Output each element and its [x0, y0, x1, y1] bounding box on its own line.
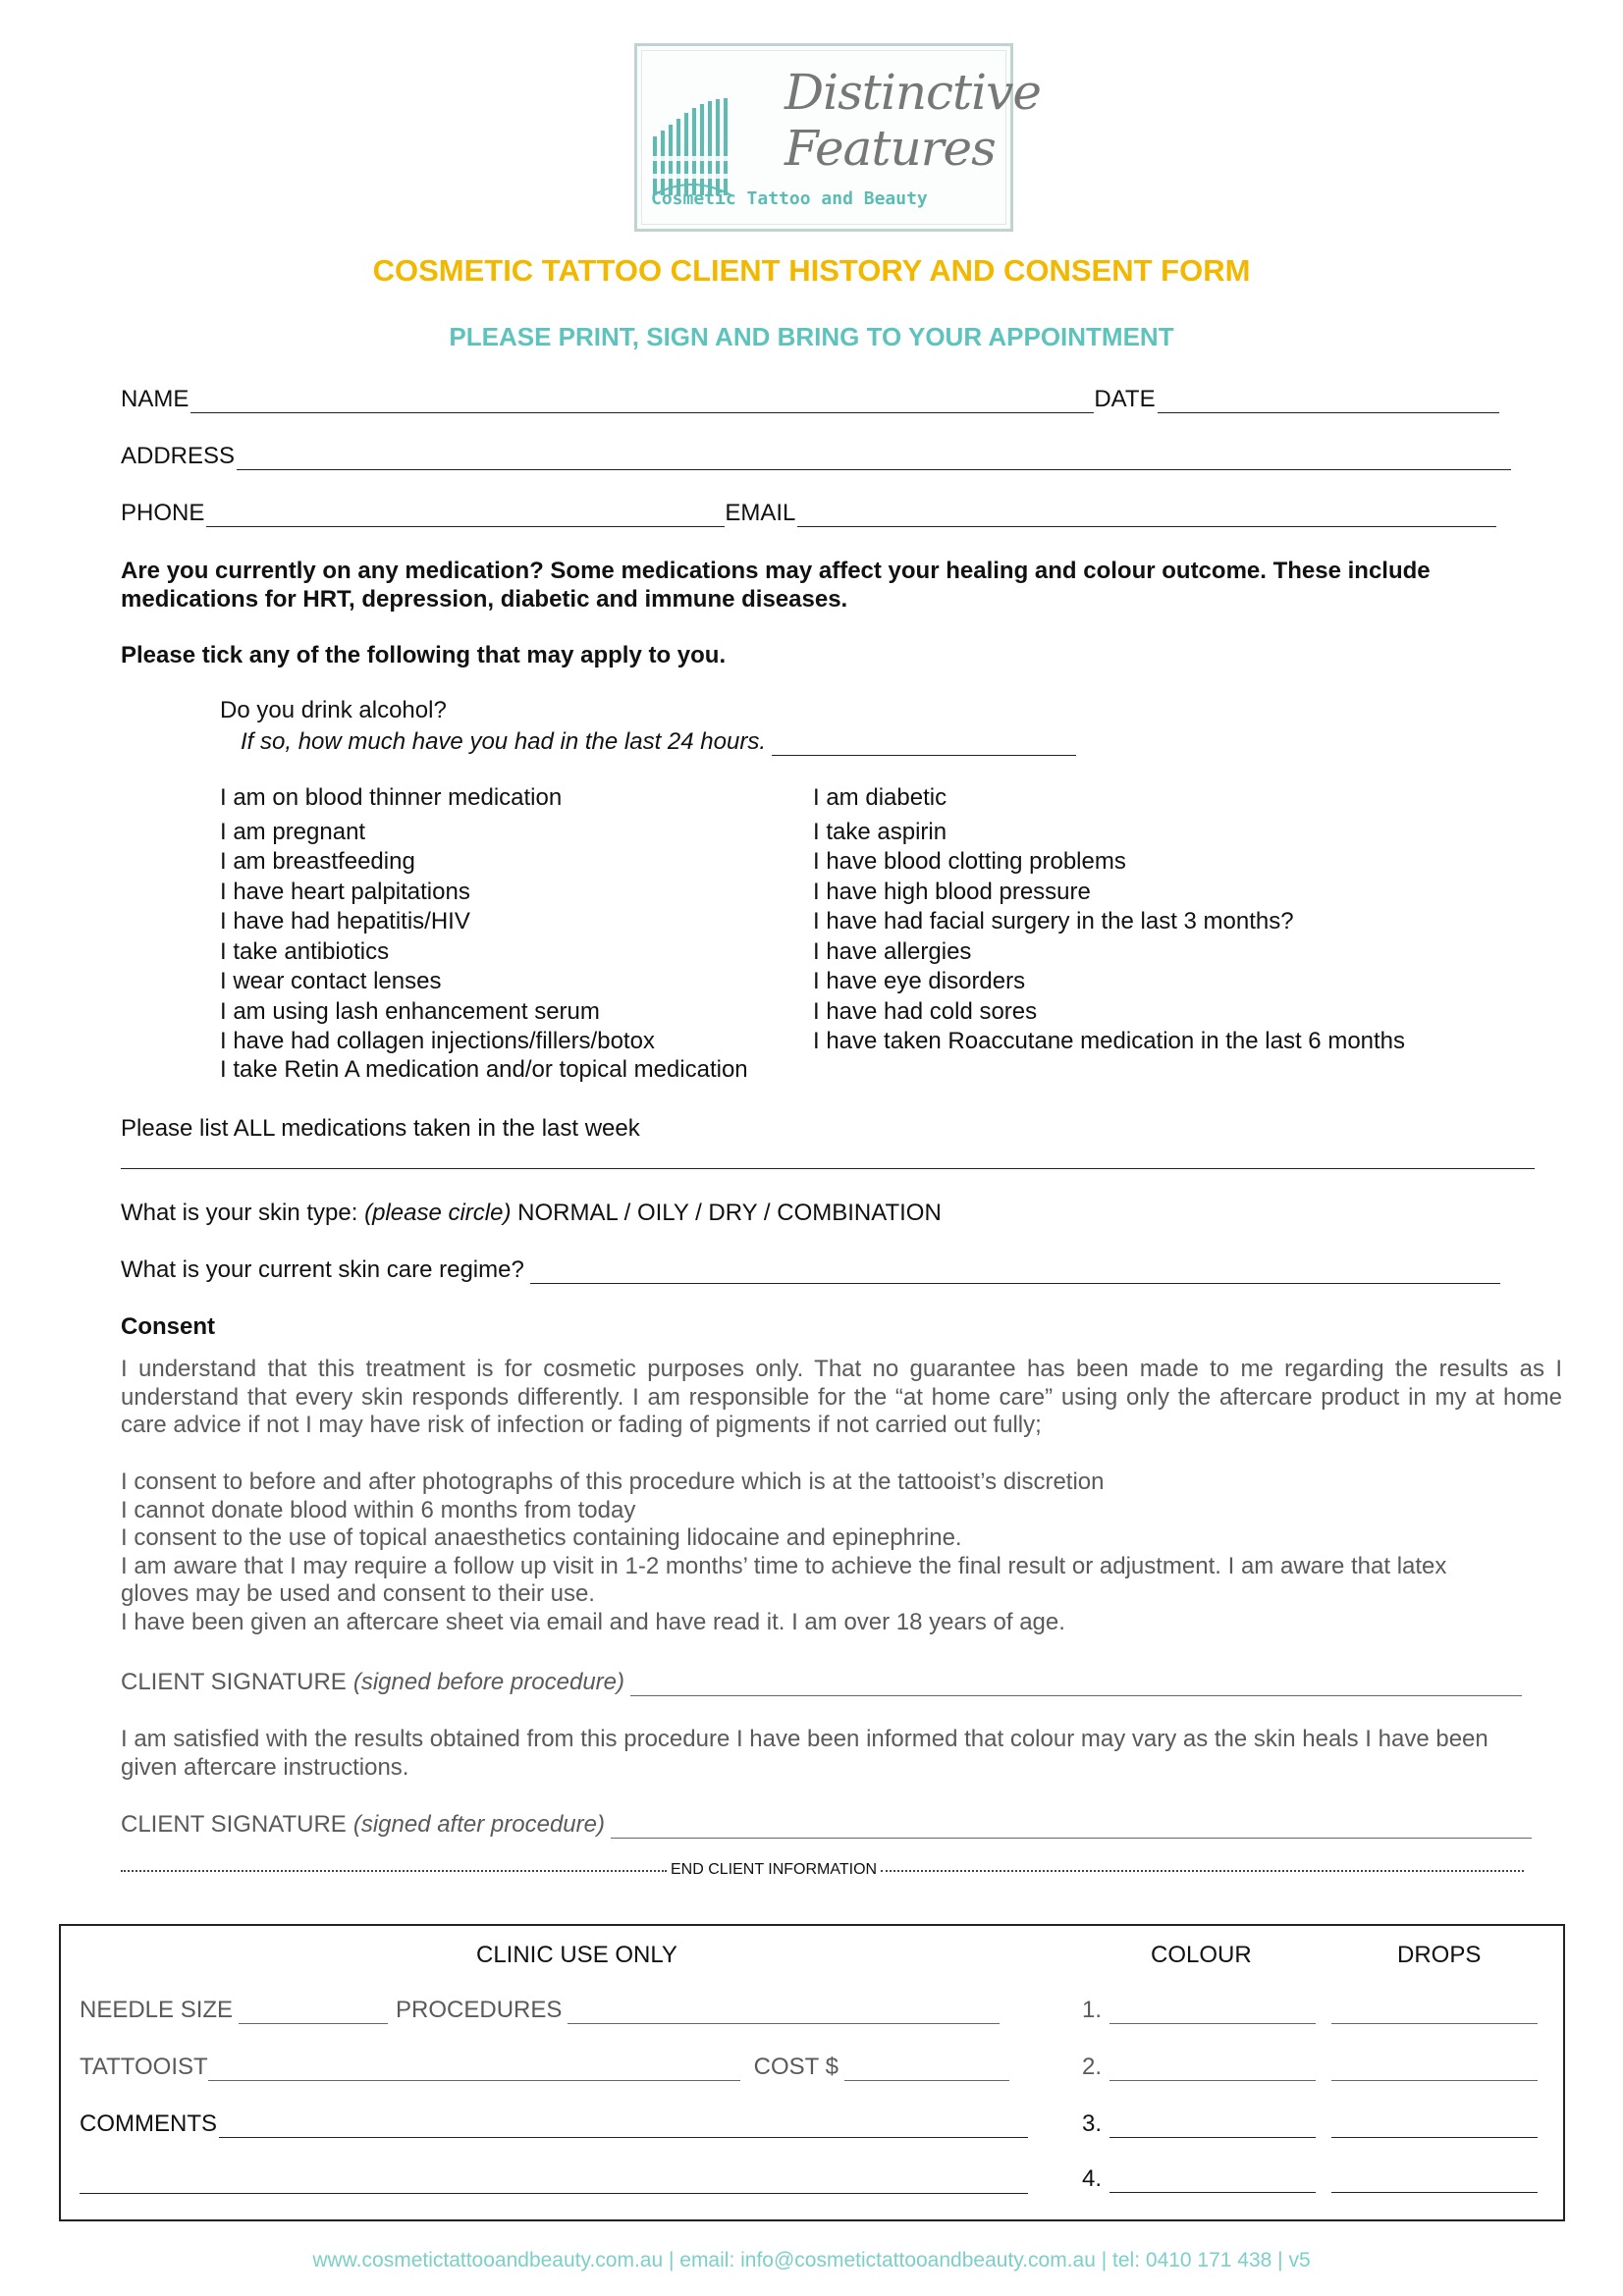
conditions-left-column: [220, 783, 748, 1084]
condition-item[interactable]: I have heart palpitations: [220, 878, 470, 905]
medication-question: Are you currently on any medication? Some medications may affect your healing and colour outcome. These include medications for HRT, depression, diabetic and immune diseases.: [121, 558, 1431, 613]
needle-size-field[interactable]: [239, 2022, 388, 2024]
condition-item[interactable]: I am diabetic: [813, 784, 947, 811]
tattooist-cost-row: [80, 2054, 1009, 2081]
alcohol-followup-row: [241, 728, 1076, 756]
cost-field[interactable]: [844, 2079, 1009, 2081]
condition-item[interactable]: I have had cold sores: [813, 997, 1038, 1025]
condition-item[interactable]: I have had facial surgery in the last 3 months?: [813, 908, 1294, 934]
signature-after-hint: (signed after procedure): [352, 1811, 605, 1838]
date-label: DATE: [1094, 386, 1156, 412]
row-number: 4.: [1082, 2165, 1103, 2192]
name-label: NAME: [121, 386, 189, 412]
logo-wordmark-1: Distinctive: [784, 64, 1041, 121]
comments-field[interactable]: [219, 2136, 1028, 2138]
tick-prompt: Please tick any of the following that may apply to you.: [121, 642, 727, 668]
condition-item[interactable]: I have high blood pressure: [813, 878, 1091, 905]
signature-after-row: [121, 1811, 1532, 1839]
name-field[interactable]: [190, 411, 1094, 413]
condition-item[interactable]: I take Retin A medication and/or topical medication: [220, 1056, 748, 1083]
colour-field[interactable]: [1109, 2022, 1316, 2024]
drops-heading: DROPS: [1397, 1942, 1482, 1968]
consent-statements: [121, 1468, 1562, 1636]
signature-before-field[interactable]: [630, 1694, 1522, 1696]
alcohol-amount-field[interactable]: [772, 754, 1076, 756]
condition-item[interactable]: I have allergies: [813, 937, 972, 965]
row-number: 2.: [1082, 2054, 1103, 2080]
clinic-use-box: [59, 1924, 1565, 2221]
form-title: COSMETIC TATTOO CLIENT HISTORY AND CONSENT FORM: [372, 253, 1251, 288]
row-number: 3.: [1082, 2110, 1103, 2137]
comments-row: [80, 2110, 1028, 2138]
condition-item[interactable]: I am breastfeeding: [220, 848, 415, 875]
company-logo: [634, 43, 1041, 232]
comments-field-2[interactable]: [80, 2193, 1028, 2194]
colour-field[interactable]: [1109, 2136, 1316, 2138]
phone-email-row: [121, 500, 1496, 527]
end-dots-right: [881, 1869, 1524, 1872]
condition-item[interactable]: I am using lash enhancement serum: [220, 997, 600, 1025]
address-field[interactable]: [237, 468, 1511, 470]
footer-contact: www.cosmetictattooandbeauty.com.au | email: info@cosmetictattooandbeauty.com.au | tel: 0410 171 438 | v5: [312, 2249, 1311, 2271]
skin-type-row: [121, 1200, 942, 1227]
consent-line: I have been given an aftercare sheet via email and have read it. I am over 18 years of age.: [121, 1608, 1065, 1635]
consent-heading: Consent: [121, 1313, 215, 1340]
comments-label: COMMENTS: [80, 2110, 217, 2137]
condition-item[interactable]: I am on blood thinner medication: [220, 784, 563, 811]
medications-list-field[interactable]: [121, 1168, 1535, 1169]
name-date-row: [121, 386, 1525, 413]
condition-item[interactable]: I wear contact lenses: [220, 968, 442, 994]
tattooist-label: TATTOOIST: [80, 2054, 208, 2080]
form-subtitle: PLEASE PRINT, SIGN AND BRING TO YOUR APPOINTMENT: [449, 322, 1174, 351]
consent-line: I cannot donate blood within 6 months from today: [121, 1496, 636, 1523]
satisfaction-statement: I am satisfied with the results obtained from this procedure I have been informed that colour may vary as the skin heals I have been given aftercare instructions.: [121, 1726, 1488, 1781]
row-number: 1.: [1082, 1997, 1103, 2023]
address-row: [121, 443, 1511, 470]
condition-item[interactable]: I have blood clotting problems: [813, 848, 1126, 875]
medications-list-label: Please list ALL medications taken in the last week: [121, 1115, 640, 1142]
signature-before-row: [121, 1669, 1522, 1696]
colour-field[interactable]: [1109, 2191, 1316, 2193]
colour-row-2: [1082, 2054, 1538, 2081]
conditions-right-column: [813, 783, 1405, 1055]
colour-field[interactable]: [1109, 2079, 1316, 2081]
procedures-field[interactable]: [568, 2022, 1000, 2024]
needle-size-label: NEEDLE SIZE: [80, 1997, 234, 2023]
end-client-information: [121, 1861, 1550, 1879]
logo-wordmark-2: Features: [784, 120, 996, 177]
date-field[interactable]: [1158, 411, 1499, 413]
condition-item[interactable]: I have had collagen injections/fillers/botox: [220, 1028, 655, 1054]
end-marker: END CLIENT INFORMATION: [671, 1861, 878, 1878]
condition-item[interactable]: I have taken Roaccutane medication in the last 6 months: [813, 1028, 1406, 1054]
drops-field[interactable]: [1331, 2079, 1538, 2081]
phone-field[interactable]: [206, 525, 725, 527]
drops-field[interactable]: [1331, 2136, 1538, 2138]
tattooist-field[interactable]: [208, 2079, 740, 2081]
skin-type-options[interactable]: NORMAL / OILY / DRY / COMBINATION: [517, 1200, 942, 1226]
skin-regime-field[interactable]: [530, 1282, 1500, 1284]
procedures-label: PROCEDURES: [396, 1997, 563, 2023]
colour-row-4: [1082, 2165, 1538, 2193]
condition-item[interactable]: I take aspirin: [813, 818, 947, 845]
consent-line: I consent to the use of topical anaesthetics containing lidocaine and epinephrine.: [121, 1524, 962, 1551]
signature-before-hint: (signed before procedure): [352, 1669, 624, 1695]
drops-field[interactable]: [1331, 2191, 1538, 2193]
skin-regime-question: What is your current skin care regime?: [121, 1256, 524, 1283]
clinic-heading: CLINIC USE ONLY: [476, 1942, 677, 1968]
condition-item[interactable]: I am pregnant: [220, 818, 366, 845]
drops-field[interactable]: [1331, 2022, 1538, 2024]
signature-after-label: CLIENT SIGNATURE: [121, 1811, 347, 1838]
consent-line: I consent to before and after photographs of this procedure which is at the tattooist’s discretion: [121, 1468, 1105, 1495]
skin-type-hint: (please circle): [364, 1200, 512, 1226]
skin-type-question: What is your skin type:: [121, 1200, 358, 1226]
consent-line: I am aware that I may require a follow up visit in 1-2 months’ time to achieve the final result or adjustment. I am aware that latex gloves may be used and consent to their use.: [121, 1552, 1447, 1607]
address-label: ADDRESS: [121, 443, 236, 469]
alcohol-followup: If so, how much have you had in the last 24 hours.: [241, 728, 766, 755]
cost-label: COST $: [753, 2054, 839, 2080]
alcohol-question: Do you drink alcohol?: [220, 697, 447, 723]
signature-after-field[interactable]: [611, 1837, 1532, 1839]
colour-heading: COLOUR: [1151, 1942, 1252, 1968]
skin-regime-row: [121, 1256, 1500, 1284]
colour-row-3: [1082, 2110, 1538, 2138]
email-label: EMAIL: [725, 500, 796, 526]
colour-row-1: [1082, 1997, 1538, 2024]
phone-label: PHONE: [121, 500, 205, 526]
needle-procedures-row: [80, 1997, 1000, 2024]
signature-before-label: CLIENT SIGNATURE: [121, 1669, 347, 1695]
condition-item[interactable]: I have eye disorders: [813, 968, 1026, 994]
logo-tagline: Cosmetic Tattoo and Beauty: [651, 188, 928, 209]
condition-item[interactable]: I take antibiotics: [220, 937, 390, 965]
end-dots-left: [121, 1869, 667, 1872]
email-field[interactable]: [797, 525, 1496, 527]
consent-paragraph: I understand that this treatment is for cosmetic purposes only. That no guarantee has been made to me regarding the results as I understand that every skin responds differently. I am responsible for the “at home care” using only the aftercare product in my at home care advice if not I may have risk of infection or fading of pigments if not carried out fully;: [121, 1356, 1562, 1438]
condition-item[interactable]: I have had hepatitis/HIV: [220, 908, 470, 934]
